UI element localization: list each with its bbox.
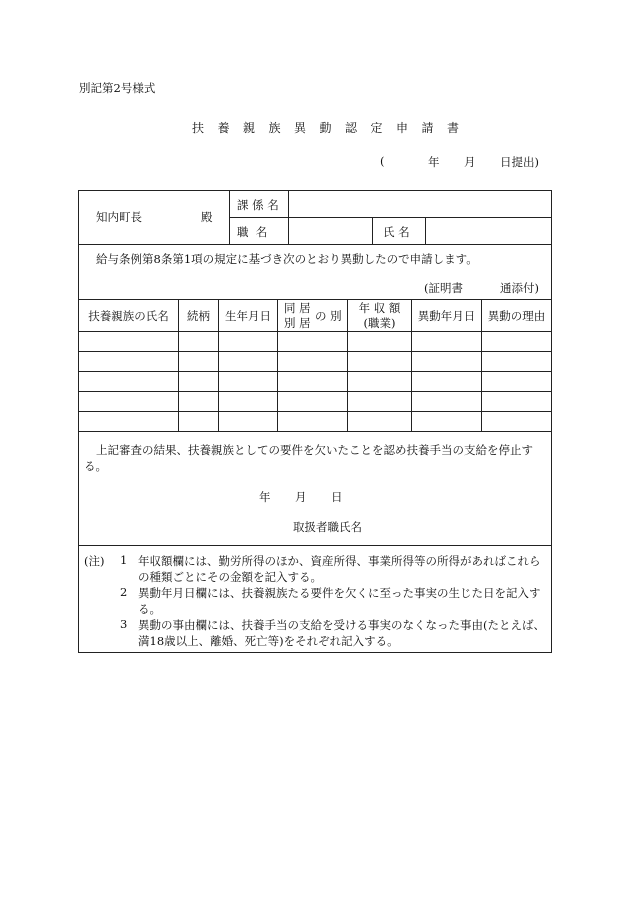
table-cell[interactable]	[412, 412, 481, 431]
table-cell[interactable]	[482, 352, 551, 371]
table-cell[interactable]	[179, 392, 218, 411]
job-title-label: 職 名	[237, 225, 268, 239]
table-cell[interactable]	[79, 352, 178, 371]
table-cell[interactable]	[278, 372, 347, 391]
table-cell[interactable]	[348, 352, 411, 371]
job-title-field[interactable]	[290, 219, 371, 243]
applicant-name-label: 氏 名	[383, 225, 410, 239]
certificate-close: 通添付)	[500, 281, 539, 295]
table-cell[interactable]	[219, 332, 277, 351]
section-label: 課 係 名	[237, 198, 279, 212]
note-text: 年収額欄には、勤労所得のほか、資産所得、事業所得等の所得があればこれらの種類ごとにその金額を記入する。	[138, 554, 541, 584]
table-cell[interactable]	[348, 392, 411, 411]
table-cell[interactable]	[79, 372, 178, 391]
table-cell[interactable]	[79, 392, 178, 411]
note-text: 異動年月日欄には、扶養親族たる要件を欠くに至った事実の生じた日を記入する。	[138, 586, 541, 616]
table-cell[interactable]	[482, 332, 551, 351]
header-birthdate: 生年月日	[225, 309, 271, 323]
note-number: 1	[120, 553, 128, 567]
header-reason: 異動の理由	[487, 309, 546, 323]
table-cell[interactable]	[348, 372, 411, 391]
table-cell[interactable]	[412, 372, 481, 391]
header-relation: 続柄	[187, 309, 210, 323]
note-number: 3	[120, 617, 128, 631]
review-statement: 上記審査の結果、扶養親族としての要件を欠いたことを認め扶養手当の支給を停止す	[96, 443, 533, 457]
table-cell[interactable]	[412, 332, 481, 351]
table-cell[interactable]	[482, 392, 551, 411]
date-day-submitted: 日提出)	[500, 155, 539, 169]
date-month-label: 月	[464, 155, 476, 169]
header-apart: 別 居	[284, 316, 311, 330]
table-cell[interactable]	[79, 332, 178, 351]
table-cell[interactable]	[79, 412, 178, 431]
certificate-open: (証明書	[424, 281, 463, 295]
table-cell[interactable]	[412, 352, 481, 371]
note-text: 異動の事由欄には、扶養手当の支給を受ける事実のなくなった事由(たとえば、満18歳以上、離婚、死亡等)をそれぞれ記入する。	[138, 618, 545, 648]
declaration-statement: 給与条例第8条第1項の規定に基づき次のとおり異動したので申請します。	[96, 252, 478, 266]
table-cell[interactable]	[482, 372, 551, 391]
notes-label: (注)	[84, 554, 105, 568]
table-cell[interactable]	[482, 412, 551, 431]
header-distinction: の 別	[315, 309, 342, 323]
header-occupation: (職業)	[363, 316, 396, 330]
table-cell[interactable]	[278, 412, 347, 431]
table-cell[interactable]	[219, 392, 277, 411]
table-cell[interactable]	[278, 332, 347, 351]
header-together: 同 居	[284, 301, 311, 315]
note-number: 2	[120, 585, 128, 599]
date-year-label: 年	[428, 155, 440, 169]
header-income: 年 収 額	[358, 301, 401, 315]
date-open-paren: (	[380, 154, 385, 168]
table-cell[interactable]	[179, 412, 218, 431]
table-cell[interactable]	[179, 372, 218, 391]
table-cell[interactable]	[179, 332, 218, 351]
applicant-name-field[interactable]	[427, 219, 550, 243]
table-cell[interactable]	[348, 332, 411, 351]
document-title: 扶養親族異動認定申請書	[192, 121, 473, 135]
review-month-label: 月	[295, 490, 307, 504]
review-year-label: 年	[259, 490, 271, 504]
header-dependent-name: 扶養親族の氏名	[88, 309, 169, 323]
table-cell[interactable]	[219, 412, 277, 431]
addressee-name: 知内町長	[96, 210, 142, 224]
table-cell[interactable]	[412, 392, 481, 411]
table-cell[interactable]	[278, 352, 347, 371]
table-cell[interactable]	[219, 352, 277, 371]
table-cell[interactable]	[348, 412, 411, 431]
section-field[interactable]	[290, 192, 550, 216]
review-statement-cont: る。	[84, 459, 107, 473]
addressee-honorific: 殿	[201, 210, 213, 224]
header-change-date: 異動年月日	[417, 309, 476, 323]
handler-name-label: 取扱者職氏名	[293, 520, 362, 534]
table-cell[interactable]	[179, 352, 218, 371]
form-number: 別記第2号様式	[79, 81, 156, 95]
table-cell[interactable]	[219, 372, 277, 391]
table-cell[interactable]	[278, 392, 347, 411]
review-day-label: 日	[331, 490, 343, 504]
